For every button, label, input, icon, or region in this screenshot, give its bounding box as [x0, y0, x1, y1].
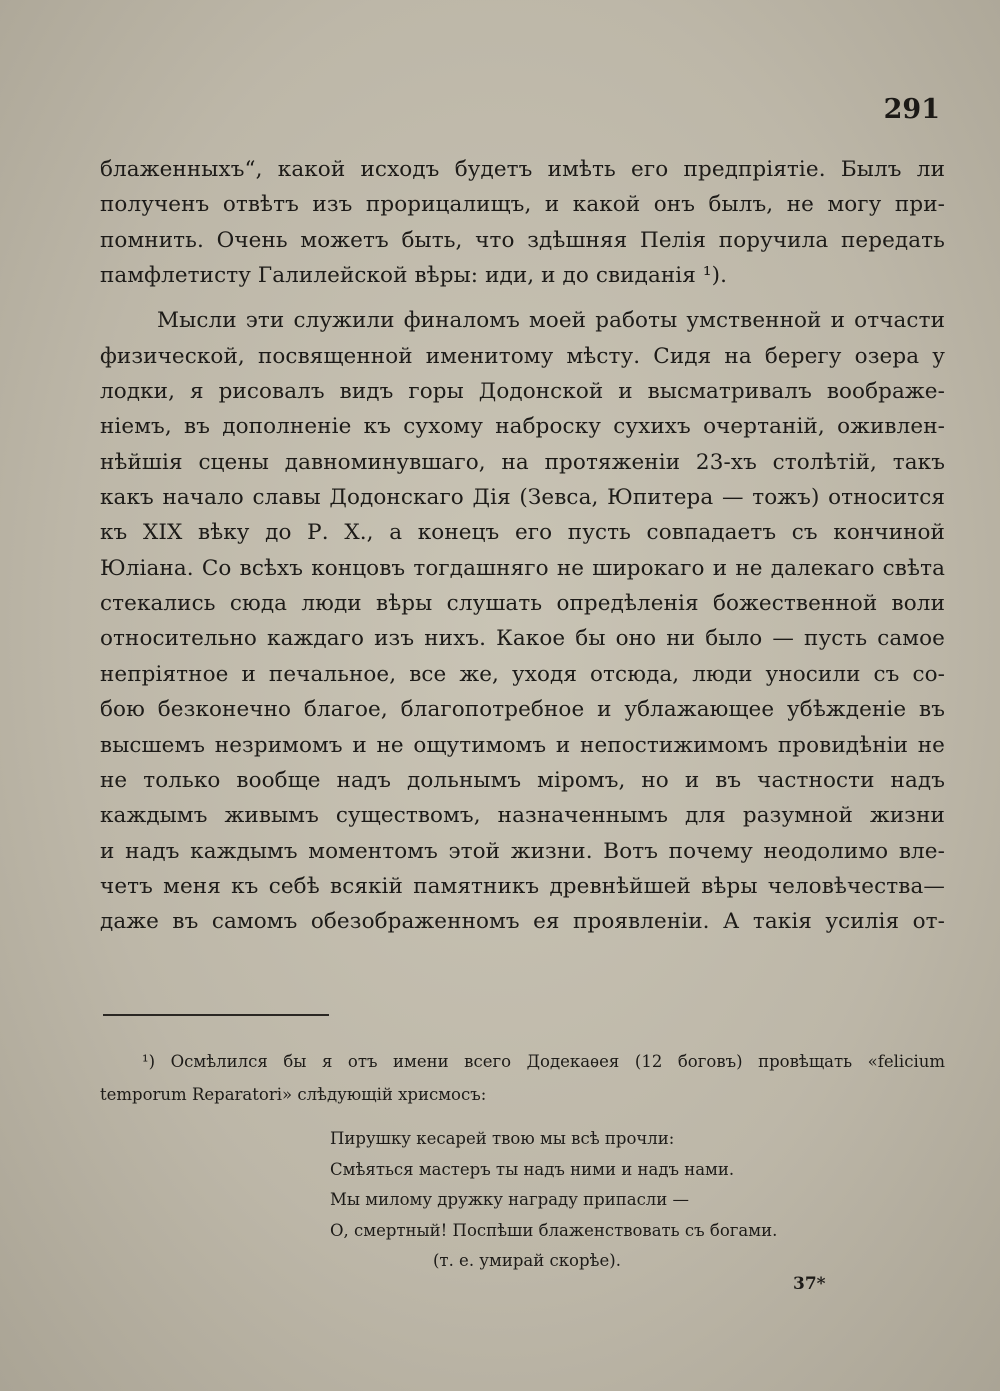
text-line: полученъ отвѣтъ изъ прорицалищъ, и какой онъ былъ, не могу при-: [100, 192, 945, 218]
verse-line: О, смертный! Поспѣши блаженствовать съ богами.: [330, 1220, 778, 1240]
text-line: ніемъ, въ дополненіе къ сухому наброску сухихъ очертаній, оживлен-: [100, 414, 945, 440]
footnote-line: ¹) Осмѣлился бы я отъ имени всего Додекаѳея (12 боговъ) провѣщать «felicium: [142, 1052, 945, 1071]
text-line: Юліана. Со всѣхъ концовъ тогдашняго не широкаго и не далекаго свѣта: [100, 555, 945, 581]
text-line: Мысли эти служили финаломъ моей работы умственной и отчасти: [157, 308, 945, 334]
text-line: высшемъ незримомъ и не ощутимомъ и непостижимомъ провидѣніи не: [100, 732, 945, 758]
text-line: помнить. Очень можетъ быть, что здѣшняя Пелія поручила передать: [100, 227, 945, 253]
text-line: четъ меня къ себѣ всякій памятникъ древнѣйшей вѣры человѣчества—: [100, 873, 945, 899]
text-line: даже въ самомъ обезображенномъ ея проявленіи. А такія усилія от-: [100, 909, 945, 935]
text-line: блаженныхъ“, какой исходъ будетъ имѣть его предпріятіе. Былъ ли: [100, 157, 945, 182]
text-line: непріятное и печальное, все же, уходя отсюда, люди уносили съ со-: [100, 661, 945, 687]
text-line: не только вообще надъ дольнымъ міромъ, но и въ частности надъ: [100, 767, 945, 793]
text-line: бою безконечно благое, благопотребное и ублажающее убѣжденіе въ: [100, 697, 945, 723]
text-line: къ XIX вѣку до Р. Х., а конецъ его пусть совпадаетъ съ кончиной: [100, 520, 945, 546]
verse-note: (т. е. умирай скорѣе).: [433, 1251, 621, 1270]
verse-line: Мы милому дружку награду припасли —: [330, 1190, 690, 1209]
text-line: лодки, я рисовалъ видъ горы Додонской и высматривалъ воображе-: [100, 379, 945, 405]
main-text: [100, 152, 945, 940]
text-line: стекались сюда люди вѣры слушать опредѣленія божественной воли: [100, 591, 945, 617]
verse-line: Смѣяться мастеръ ты надъ ними и надъ нами.: [330, 1159, 735, 1179]
text-line: относительно каждаго изъ нихъ. Какое бы оно ни было — пусть самое: [100, 626, 945, 652]
text-line: нѣйшія сцены давноминувшаго, на протяженіи 23-хъ столѣтій, такъ: [100, 449, 945, 475]
text-line: каждымъ живымъ существомъ, назначеннымъ для разумной жизни: [100, 803, 945, 829]
footnote-line: temporum Reparatori» слѣдующій хрисмосъ:: [100, 1085, 487, 1104]
text-line: и надъ каждымъ моментомъ этой жизни. Вотъ почему неодолимо вле-: [100, 838, 945, 864]
text-line: какъ начало славы Додонскаго Дія (Зевса, Юпитера — тожъ) относится: [100, 485, 945, 511]
footnote-verse: [330, 1124, 777, 1277]
signature-mark: 37*: [793, 1274, 826, 1294]
page-number: 291: [883, 94, 940, 125]
footnote-divider: [103, 1014, 329, 1016]
footnote: [100, 1045, 945, 1111]
text-line: памфлетисту Галилейской вѣры: иди, и до свиданія ¹).: [100, 263, 728, 289]
text-line: физической, посвященной именитому мѣсту. Сидя на берегу озера у: [100, 343, 945, 369]
verse-line: Пирушку кесарей твою мы всѣ прочли:: [330, 1129, 675, 1148]
